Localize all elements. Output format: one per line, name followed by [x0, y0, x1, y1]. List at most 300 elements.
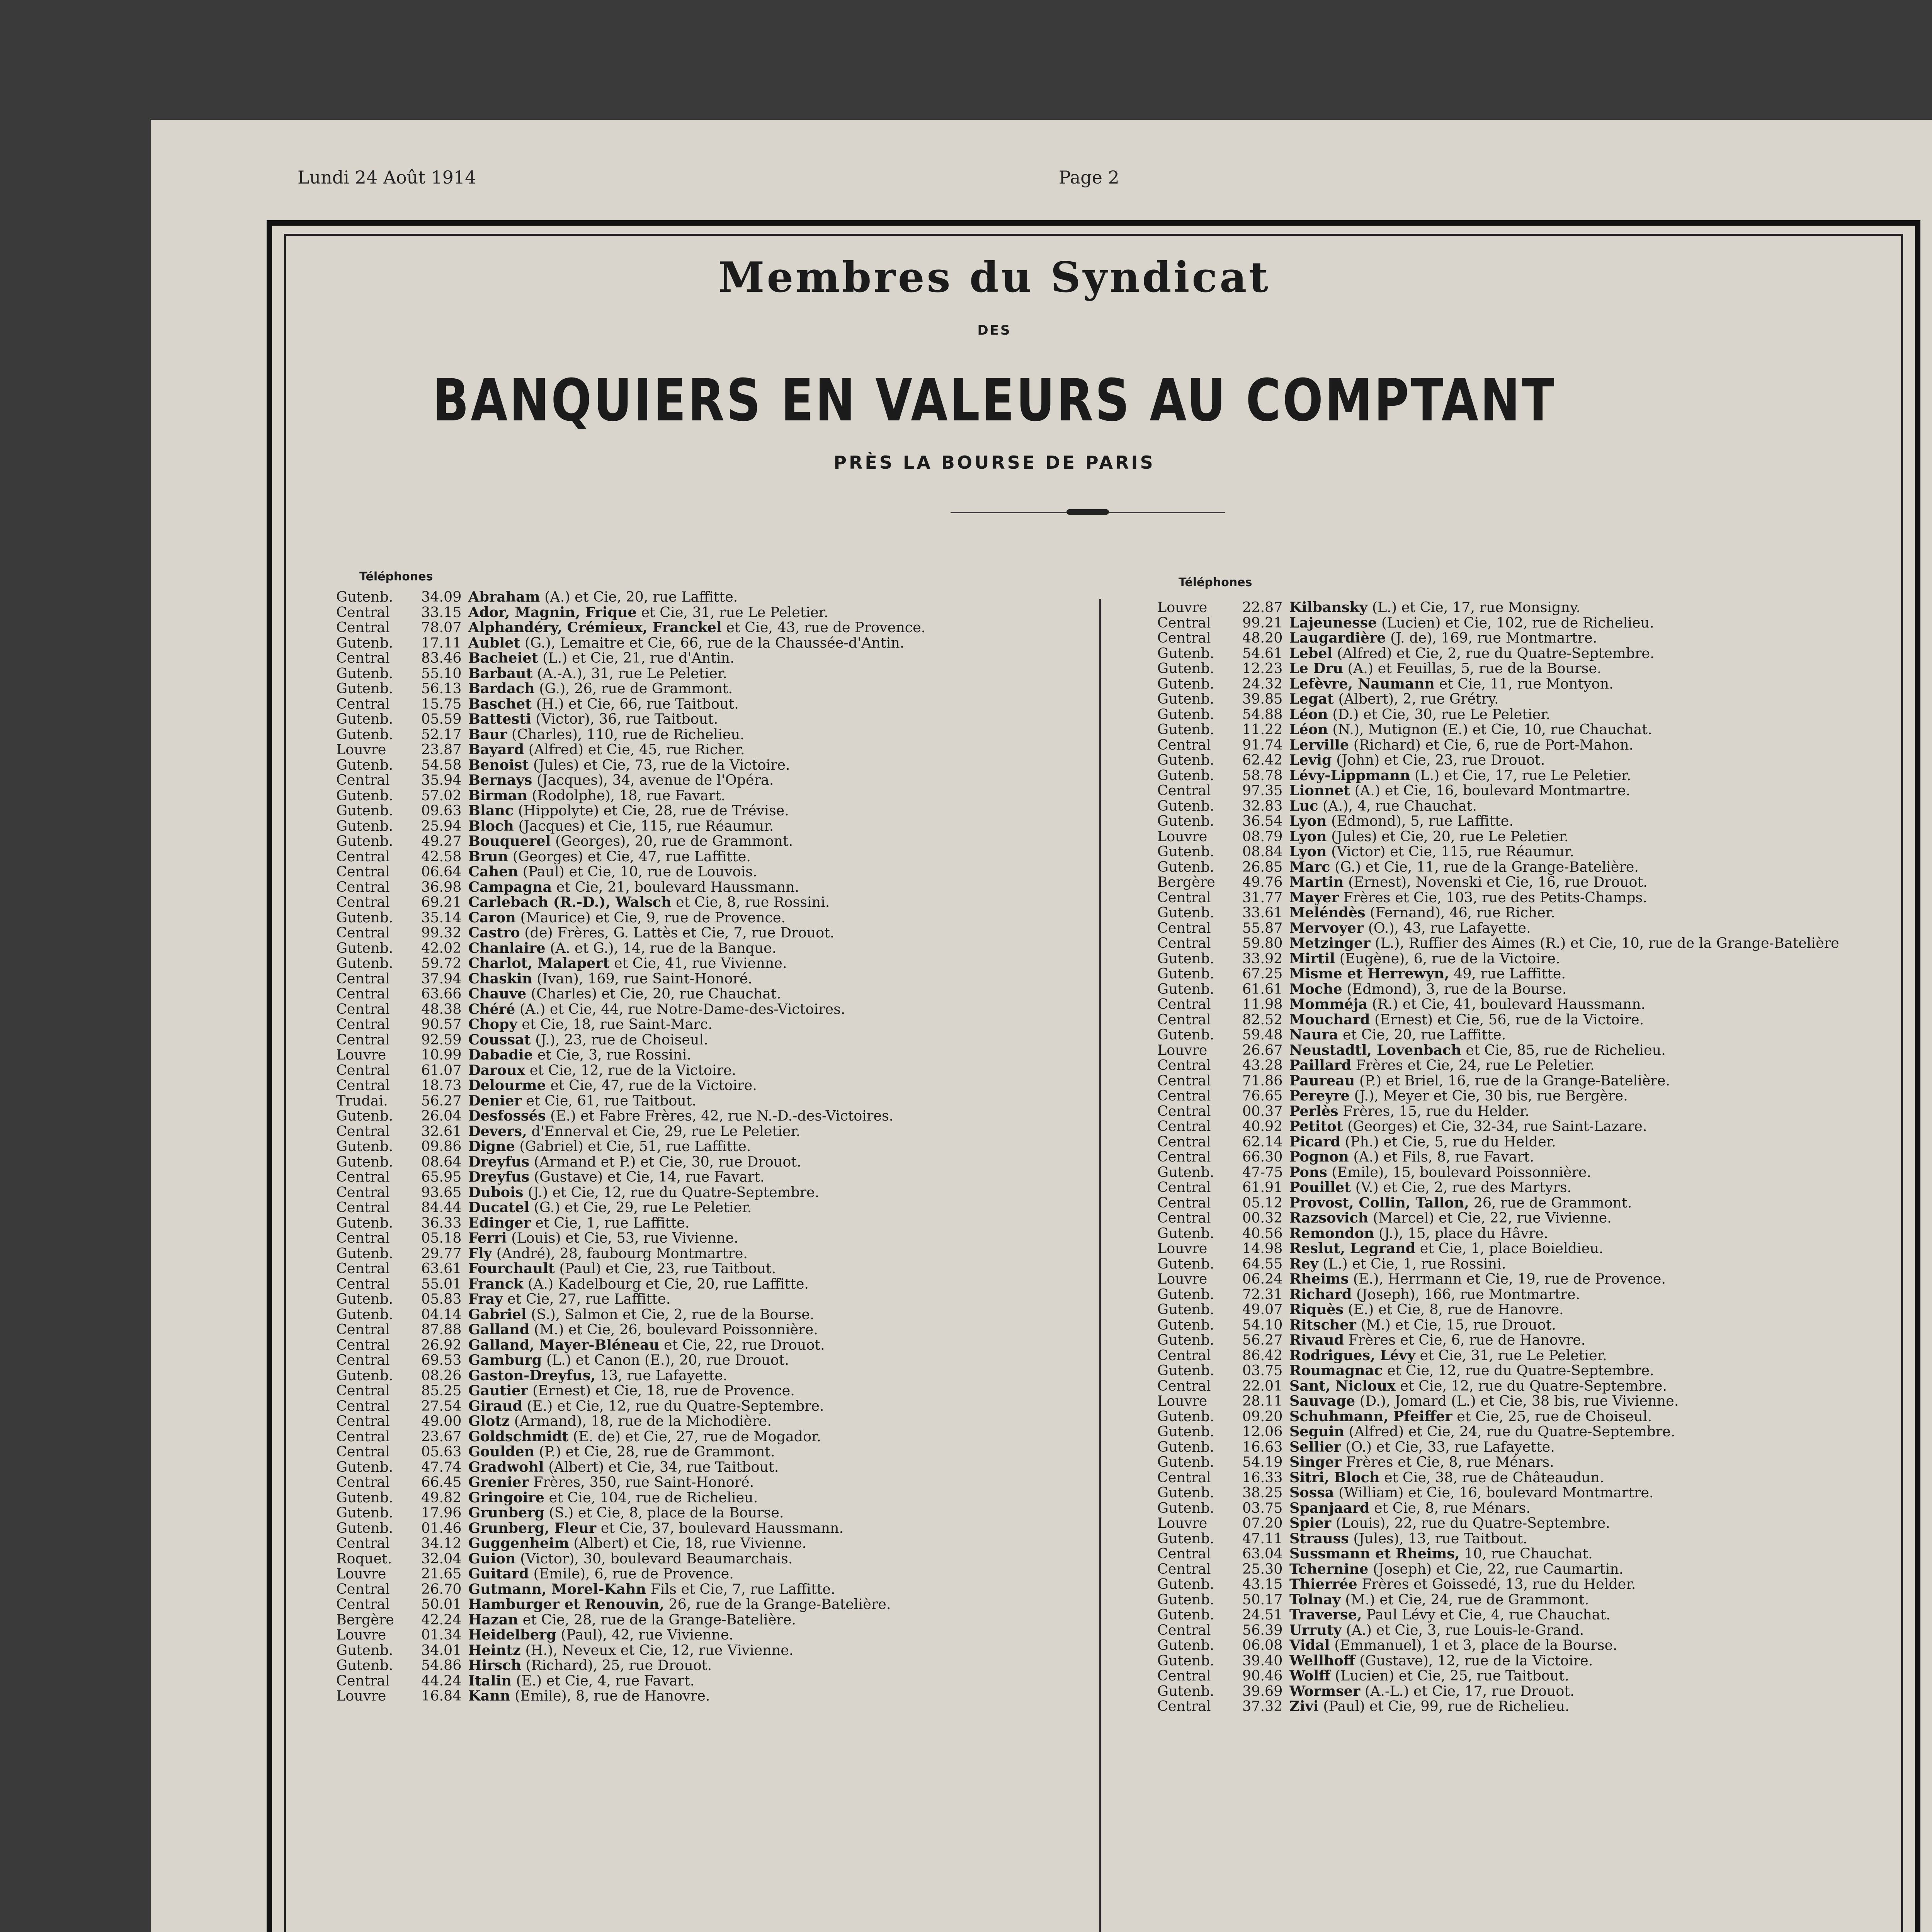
member-entry	[336, 1108, 1094, 1124]
phone-number: 55.87	[1242, 919, 1283, 936]
member-name: Gringoire	[468, 1489, 544, 1506]
member-entry	[336, 1688, 1094, 1704]
member-name: Lerville	[1289, 736, 1349, 753]
member-name: Gaston-Dreyfus,	[468, 1367, 596, 1384]
member-name: Chanlaire	[468, 939, 546, 956]
phone-number: 05.83	[421, 1291, 462, 1307]
phone-number: 49.00	[421, 1413, 462, 1429]
phone-number: 09.20	[1242, 1408, 1283, 1425]
member-address: et Cie, 12, rue de la Victoire.	[529, 1061, 736, 1078]
phone-number: 08.79	[1242, 828, 1283, 845]
member-entry	[336, 1200, 1094, 1215]
phone-number: 85.25	[421, 1382, 462, 1399]
phone-number: 33.92	[1242, 950, 1283, 967]
member-entry	[336, 1413, 1094, 1429]
member-name: Lefèvre, Naumann	[1289, 675, 1435, 692]
exchange: Louvre	[1157, 828, 1208, 845]
exchange: Gutenb.	[336, 1138, 393, 1155]
member-address: (M.) et Cie, 24, rue de Grammont.	[1345, 1591, 1589, 1608]
phone-number: 01.34	[421, 1626, 462, 1643]
member-address: et Cie, 3, rue Rossini.	[537, 1046, 691, 1063]
exchange: Central	[1157, 1194, 1211, 1211]
member-name: Riquès	[1289, 1301, 1344, 1318]
member-address: (Hippolyte) et Cie, 28, rue de Trévise.	[518, 802, 789, 819]
member-entry	[336, 1169, 1094, 1185]
member-name: Razsovich	[1289, 1209, 1369, 1226]
member-name: Galland, Mayer-Bléneau	[468, 1336, 660, 1353]
phone-number: 33.61	[1242, 904, 1283, 921]
member-address: (A.), 4, rue Chauchat.	[1323, 797, 1477, 814]
exchange: Gutenb.	[1157, 645, 1214, 662]
member-name: Kann	[468, 1687, 510, 1704]
member-name: Gamburg	[468, 1352, 542, 1368]
exchange: Gutenb.	[336, 787, 393, 804]
exchange: Louvre	[1157, 1393, 1208, 1409]
title-des: DES	[977, 323, 1012, 338]
exchange: Central	[336, 848, 390, 865]
member-name: Spanjaard	[1289, 1499, 1370, 1516]
exchange: Gutenb.	[336, 726, 393, 743]
member-entry	[336, 1337, 1094, 1353]
member-entry	[336, 1139, 1094, 1154]
member-name: Picard	[1289, 1133, 1340, 1150]
member-address: 26, rue de la Grange-Batelière.	[668, 1596, 891, 1612]
phone-number: 47-75	[1242, 1163, 1283, 1180]
member-entry	[336, 1291, 1094, 1307]
member-address: (Albert) et Cie, 18, rue Vivienne.	[573, 1535, 807, 1551]
member-name: Pons	[1289, 1163, 1327, 1180]
member-entry	[336, 986, 1094, 1002]
member-address: et Cie, 38, rue de Châteaudun.	[1384, 1469, 1604, 1486]
phone-number: 01.46	[421, 1519, 462, 1536]
exchange: Central	[1157, 1377, 1211, 1394]
exchange: Gutenb.	[336, 1107, 393, 1124]
exchange: Gutenb.	[1157, 843, 1214, 860]
member-address: (Emile), 15, boulevard Poissonnière.	[1332, 1163, 1592, 1180]
member-entry	[1157, 1515, 1837, 1531]
phone-number: 58.78	[1242, 767, 1283, 784]
phone-number: 12.06	[1242, 1423, 1283, 1440]
member-name: Gutmann, Morel-Kahn	[468, 1580, 646, 1597]
phone-number: 17.96	[421, 1504, 462, 1521]
member-name: Momméja	[1289, 996, 1368, 1012]
left-member-list	[336, 589, 1094, 1704]
phone-number: 26.04	[421, 1107, 462, 1124]
exchange: Central	[1157, 935, 1211, 951]
exchange: Central	[336, 604, 390, 621]
member-address: (Armand et P.) et Cie, 30, rue Drouot.	[534, 1153, 801, 1170]
member-address: (Ivan), 169, rue Saint-Honoré.	[537, 970, 753, 987]
member-address: 26, rue de Grammont.	[1473, 1194, 1632, 1211]
phone-number: 97.35	[1242, 782, 1283, 799]
member-name: Fourchault	[468, 1260, 555, 1277]
member-name: Lyon	[1289, 828, 1327, 845]
member-name: Dreyfus	[468, 1168, 530, 1185]
member-entry	[336, 1261, 1094, 1276]
member-name: Hazan	[468, 1611, 519, 1628]
right-column-heading: Téléphones	[1179, 576, 1252, 589]
member-name: Zivi	[1289, 1698, 1319, 1714]
member-entry	[1157, 676, 1837, 692]
member-entry	[336, 1505, 1094, 1520]
member-name: Legat	[1289, 690, 1334, 707]
phone-number: 48.20	[1242, 629, 1283, 646]
phone-number: 99.32	[421, 924, 462, 941]
member-address: et Cie, 8, rue Ménars.	[1374, 1499, 1531, 1516]
member-name: Lebel	[1289, 645, 1333, 662]
phone-number: 39.69	[1242, 1682, 1283, 1699]
exchange: Central	[336, 1535, 390, 1551]
exchange: Central	[336, 1275, 390, 1292]
exchange: Gutenb.	[1157, 1255, 1214, 1272]
phone-number: 36.54	[1242, 813, 1283, 829]
member-entry	[1157, 707, 1837, 722]
exchange: Gutenb.	[1157, 980, 1214, 997]
exchange: Central	[336, 1061, 390, 1078]
phone-number: 18.73	[421, 1077, 462, 1094]
member-address: (Ernest) et Cie, 18, rue de Provence.	[532, 1382, 795, 1399]
phone-number: 08.84	[1242, 843, 1283, 860]
member-entry	[336, 1658, 1094, 1673]
exchange: Central	[336, 1077, 390, 1094]
exchange: Central	[1157, 1148, 1211, 1165]
member-name: Campagna	[468, 878, 552, 895]
phone-number: 56.13	[421, 680, 462, 697]
phone-number: 83.46	[421, 650, 462, 666]
member-entry	[1157, 1165, 1837, 1180]
member-address: (H.), Neveux et Cie, 12, rue Vivienne.	[525, 1641, 794, 1658]
member-name: Kilbansky	[1289, 599, 1368, 616]
member-address: (John) et Cie, 23, rue Drouot.	[1336, 752, 1545, 768]
phone-number: 08.64	[421, 1153, 462, 1170]
member-entry	[1157, 1012, 1837, 1027]
exchange: Gutenb.	[1157, 813, 1214, 829]
member-name: Sellier	[1289, 1438, 1341, 1455]
member-name: Gabriel	[468, 1306, 527, 1323]
phone-number: 54.88	[1242, 706, 1283, 723]
member-address: Frères, 350, rue Saint-Honoré.	[533, 1474, 754, 1490]
member-address: (A.) et Fils, 8, rue Favart.	[1353, 1148, 1534, 1165]
member-entry	[1157, 1577, 1837, 1592]
phone-number: 64.55	[1242, 1255, 1283, 1272]
member-address: Fils et Cie, 7, rue Laffitte.	[650, 1580, 835, 1597]
member-name: Wormser	[1289, 1682, 1361, 1699]
member-entry	[336, 1475, 1094, 1490]
member-name: Naura	[1289, 1026, 1338, 1043]
phone-number: 32.61	[421, 1122, 462, 1139]
phone-number: 05.63	[421, 1443, 462, 1460]
phone-number: 11.22	[1242, 721, 1283, 738]
member-entry	[336, 1612, 1094, 1628]
exchange: Louvre	[1157, 1240, 1208, 1257]
member-address: Frères, 15, rue du Helder.	[1343, 1102, 1529, 1119]
member-entry	[1157, 1348, 1837, 1363]
exchange: Central	[1157, 1698, 1211, 1714]
exchange: Central	[336, 1413, 390, 1429]
exchange: Gutenb.	[336, 1657, 393, 1673]
phone-number: 22.87	[1242, 599, 1283, 616]
member-address: (O.) et Cie, 33, rue Lafayette.	[1345, 1438, 1555, 1455]
phone-number: 49.27	[421, 833, 462, 849]
member-address: et Cie, 28, rue de la Grange-Batelière.	[522, 1611, 796, 1628]
member-entry	[1157, 874, 1837, 890]
member-address: (A.) et Cie, 44, rue Notre-Dame-des-Victoires.	[519, 1000, 845, 1017]
phone-number: 42.02	[421, 939, 462, 956]
member-entry	[1157, 1073, 1837, 1088]
member-name: Meléndès	[1289, 904, 1366, 921]
member-name: Lajeunesse	[1289, 614, 1377, 631]
phone-number: 48.38	[421, 1000, 462, 1017]
phone-number: 27.54	[421, 1397, 462, 1414]
member-entry	[336, 1551, 1094, 1566]
member-entry	[1157, 600, 1837, 615]
phone-number: 54.19	[1242, 1454, 1283, 1470]
member-entry	[1157, 646, 1837, 661]
member-address: (G.), 26, rue de Grammont.	[539, 680, 733, 697]
member-address: (Jules) et Cie, 73, rue de la Victoire.	[533, 756, 790, 773]
exchange: Gutenb.	[1157, 1484, 1214, 1501]
member-address: (Georges) et Cie, 47, rue Laffitte.	[512, 848, 751, 865]
member-entry	[1157, 951, 1837, 966]
member-address: (D.) et Cie, 30, rue Le Peletier.	[1332, 706, 1551, 723]
member-name: Guggenheim	[468, 1535, 569, 1551]
member-address: (Charles) et Cie, 20, rue Chauchat.	[531, 985, 781, 1002]
member-name: Reslut, Legrand	[1289, 1240, 1416, 1257]
exchange: Louvre	[1157, 1515, 1208, 1531]
member-name: Rey	[1289, 1255, 1318, 1272]
member-address: (P.) et Cie, 28, rue de Grammont.	[539, 1443, 775, 1460]
member-address: (R.) et Cie, 41, boulevard Haussmann.	[1372, 996, 1646, 1012]
exchange: Central	[336, 1474, 390, 1490]
phone-number: 37.32	[1242, 1698, 1283, 1714]
phone-number: 87.88	[421, 1321, 462, 1338]
member-address: et Cie, 47, rue de la Victoire.	[550, 1077, 757, 1094]
member-address: (Victor), 36, rue Taitbout.	[536, 711, 718, 727]
exchange: Roquet.	[336, 1550, 392, 1567]
exchange: Gutenb.	[336, 1458, 393, 1475]
phone-number: 21.65	[421, 1565, 462, 1582]
member-name: Léon	[1289, 721, 1328, 738]
member-address: (Victor), 30, boulevard Beaumarchais.	[520, 1550, 793, 1567]
member-address: (Paul) et Cie, 23, rue Taitbout.	[559, 1260, 776, 1277]
phone-number: 63.66	[421, 985, 462, 1002]
phone-number: 04.14	[421, 1306, 462, 1323]
member-entry	[336, 1093, 1094, 1109]
phone-number: 63.04	[1242, 1545, 1283, 1562]
member-address: (A.-A.), 31, rue Le Peletier.	[537, 665, 727, 682]
member-address: (E.) et Cie, 12, rue du Quatre-Septembre.	[527, 1397, 824, 1414]
member-entry	[1157, 661, 1837, 676]
phone-number: 06.08	[1242, 1637, 1283, 1653]
member-name: Devers,	[468, 1122, 527, 1139]
member-name: Richard	[1289, 1286, 1352, 1303]
member-address: (Richard), 25, rue Drouot.	[526, 1657, 712, 1673]
member-entry	[336, 1490, 1094, 1505]
phone-number: 56.27	[421, 1092, 462, 1109]
member-address: (E. de) et Cie, 27, rue de Mogador.	[573, 1428, 821, 1445]
title-membres: Membres du Syndicat	[718, 253, 1271, 302]
member-name: Léon	[1289, 706, 1328, 723]
member-address: (Gustave) et Cie, 14, rue Favart.	[534, 1168, 765, 1185]
member-address: (G.) et Cie, 29, rue Le Peletier.	[534, 1199, 752, 1216]
member-name: Italin	[468, 1672, 512, 1689]
member-name: Chéré	[468, 1000, 515, 1017]
member-name: Castro	[468, 924, 520, 941]
member-entry	[1157, 1210, 1837, 1226]
member-address: (Jules), 13, rue Taitbout.	[1353, 1530, 1527, 1547]
phone-number: 72.31	[1242, 1286, 1283, 1303]
exchange: Louvre	[336, 1046, 386, 1063]
exchange: Gutenb.	[1157, 1530, 1214, 1547]
column-divider	[1099, 599, 1101, 1932]
member-entry	[336, 895, 1094, 910]
member-address: (J.), Meyer et Cie, 30 bis, rue Bergère.	[1354, 1087, 1628, 1104]
member-name: Urruty	[1289, 1621, 1342, 1638]
phone-number: 40.56	[1242, 1225, 1283, 1242]
phone-number: 56.39	[1242, 1621, 1283, 1638]
exchange: Gutenb.	[336, 802, 393, 819]
member-entry	[1157, 1561, 1837, 1577]
member-name: Gradwohl	[468, 1458, 544, 1475]
member-address: (A. et G.), 14, rue de la Banque.	[550, 939, 777, 956]
member-name: Bacheiet	[468, 650, 538, 666]
member-name: Fray	[468, 1291, 503, 1307]
member-address: (G.) et Cie, 11, rue de la Grange-Batelière.	[1335, 858, 1639, 875]
member-name: Battesti	[468, 711, 531, 727]
exchange: Gutenb.	[1157, 721, 1214, 738]
member-name: Baur	[468, 726, 507, 743]
member-address: (Jules) et Cie, 20, rue Le Peletier.	[1331, 828, 1569, 845]
member-address: et Cie, 1, place Boieldieu.	[1420, 1240, 1604, 1257]
exchange: Central	[336, 1260, 390, 1277]
member-address: (Eugène), 6, rue de la Victoire.	[1339, 950, 1560, 967]
exchange: Central	[336, 1031, 390, 1048]
member-entry	[336, 1368, 1094, 1383]
exchange: Gutenb.	[1157, 1606, 1214, 1623]
member-address: et Cie, 61, rue Taitbout.	[526, 1092, 697, 1109]
member-entry	[336, 1032, 1094, 1048]
exchange: Central	[336, 985, 390, 1002]
exchange: Central	[1157, 889, 1211, 906]
member-name: Metzinger	[1289, 935, 1371, 951]
member-name: Guitard	[468, 1565, 529, 1582]
member-entry	[1157, 1546, 1837, 1561]
member-name: Thierrée	[1289, 1576, 1357, 1592]
member-address: (Paul) et Cie, 10, rue de Louvois.	[522, 863, 757, 880]
exchange: Central	[1157, 1469, 1211, 1486]
phone-number: 12.23	[1242, 660, 1283, 677]
exchange: Gutenb.	[1157, 1591, 1214, 1608]
member-name: Abraham	[468, 588, 540, 605]
member-entry	[1157, 722, 1837, 737]
member-address: et Cie, 43, rue de Provence.	[726, 619, 926, 636]
member-entry	[1157, 1088, 1837, 1104]
phone-number: 62.14	[1242, 1133, 1283, 1150]
member-name: Laugardière	[1289, 629, 1386, 646]
member-address: Frères et Cie, 8, rue Ménars.	[1346, 1454, 1554, 1470]
member-name: Grunberg	[468, 1504, 544, 1521]
member-address: (A.) Kadelbourg et Cie, 20, rue Laffitte.	[527, 1275, 809, 1292]
member-entry	[1157, 1256, 1837, 1272]
member-name: Wolff	[1289, 1667, 1331, 1684]
member-entry	[336, 605, 1094, 620]
member-address: (A.-L.) et Cie, 17, rue Drouot.	[1364, 1682, 1575, 1699]
phone-number: 15.75	[421, 695, 462, 712]
exchange: Central	[336, 1016, 390, 1032]
exchange: Gutenb.	[336, 680, 393, 697]
exchange: Gutenb.	[1157, 706, 1214, 723]
member-address: (M.) et Cie, 15, rue Drouot.	[1361, 1316, 1556, 1333]
member-name: Paillard	[1289, 1057, 1352, 1073]
member-entry	[1157, 1180, 1837, 1195]
exchange: Central	[336, 863, 390, 880]
member-name: Goulden	[468, 1443, 535, 1460]
member-address: (Paul) et Cie, 99, rue de Richelieu.	[1323, 1698, 1570, 1714]
phone-number: 39.85	[1242, 690, 1283, 707]
exchange: Gutenb.	[1157, 1438, 1214, 1455]
phone-number: 91.74	[1242, 736, 1283, 753]
exchange: Central	[336, 1168, 390, 1185]
member-address: (M.) et Cie, 26, boulevard Poissonnière.	[534, 1321, 818, 1338]
member-name: Lyon	[1289, 813, 1327, 829]
member-address: (Jacques), 34, avenue de l'Opéra.	[536, 772, 774, 788]
member-name: Le Dru	[1289, 660, 1344, 677]
phone-number: 69.53	[421, 1352, 462, 1368]
phone-number: 50.01	[421, 1596, 462, 1612]
exchange: Gutenb.	[336, 1367, 393, 1384]
member-address: et Cie, 12, rue du Quatre-Septembre.	[1400, 1377, 1667, 1394]
exchange: Louvre	[1157, 599, 1208, 616]
member-entry	[1157, 1668, 1837, 1684]
member-name: Marc	[1289, 858, 1330, 875]
exchange: Central	[336, 970, 390, 987]
member-entry	[1157, 1638, 1837, 1653]
exchange: Central	[336, 1000, 390, 1017]
member-entry	[336, 1597, 1094, 1612]
member-address: (A.) et Cie, 3, rue Louis-le-Grand.	[1346, 1621, 1584, 1638]
exchange: Gutenb.	[1157, 1332, 1214, 1348]
member-address: (J.), 15, place du Hâvre.	[1379, 1225, 1548, 1242]
member-address: (A.) et Cie, 20, rue Laffitte.	[544, 588, 738, 605]
member-entry	[1157, 1271, 1837, 1287]
member-address: (Emile), 6, rue de Provence.	[533, 1565, 734, 1582]
member-name: Birman	[468, 787, 527, 804]
member-address: et Cie, 21, boulevard Haussmann.	[556, 878, 799, 895]
member-address: Frères et Goissedé, 13, rue du Helder.	[1362, 1576, 1636, 1592]
member-name: Lyon	[1289, 843, 1327, 860]
member-address: 10, rue Chauchat.	[1464, 1545, 1593, 1562]
member-entry	[336, 833, 1094, 849]
exchange: Louvre	[1157, 1041, 1208, 1058]
member-name: Coussat	[468, 1031, 531, 1048]
phone-number: 06.24	[1242, 1270, 1283, 1287]
exchange: Central	[1157, 1347, 1211, 1364]
phone-number: 32.83	[1242, 797, 1283, 814]
phone-number: 55.10	[421, 665, 462, 682]
exchange: Central	[1157, 782, 1211, 799]
member-address: (E.) et Cie, 8, rue de Hanovre.	[1348, 1301, 1564, 1318]
phone-number: 54.86	[421, 1657, 462, 1673]
member-entry	[336, 1673, 1094, 1689]
member-entry	[336, 940, 1094, 956]
phone-number: 35.94	[421, 772, 462, 788]
phone-number: 82.52	[1242, 1011, 1283, 1028]
member-entry	[1157, 1317, 1837, 1333]
member-address: Frères et Cie, 103, rue des Petits-Champs.	[1343, 889, 1647, 906]
member-entry	[336, 1215, 1094, 1231]
member-address: et Cie, 11, rue Montyon.	[1439, 675, 1614, 692]
member-name: Rodrigues, Lévy	[1289, 1347, 1415, 1364]
